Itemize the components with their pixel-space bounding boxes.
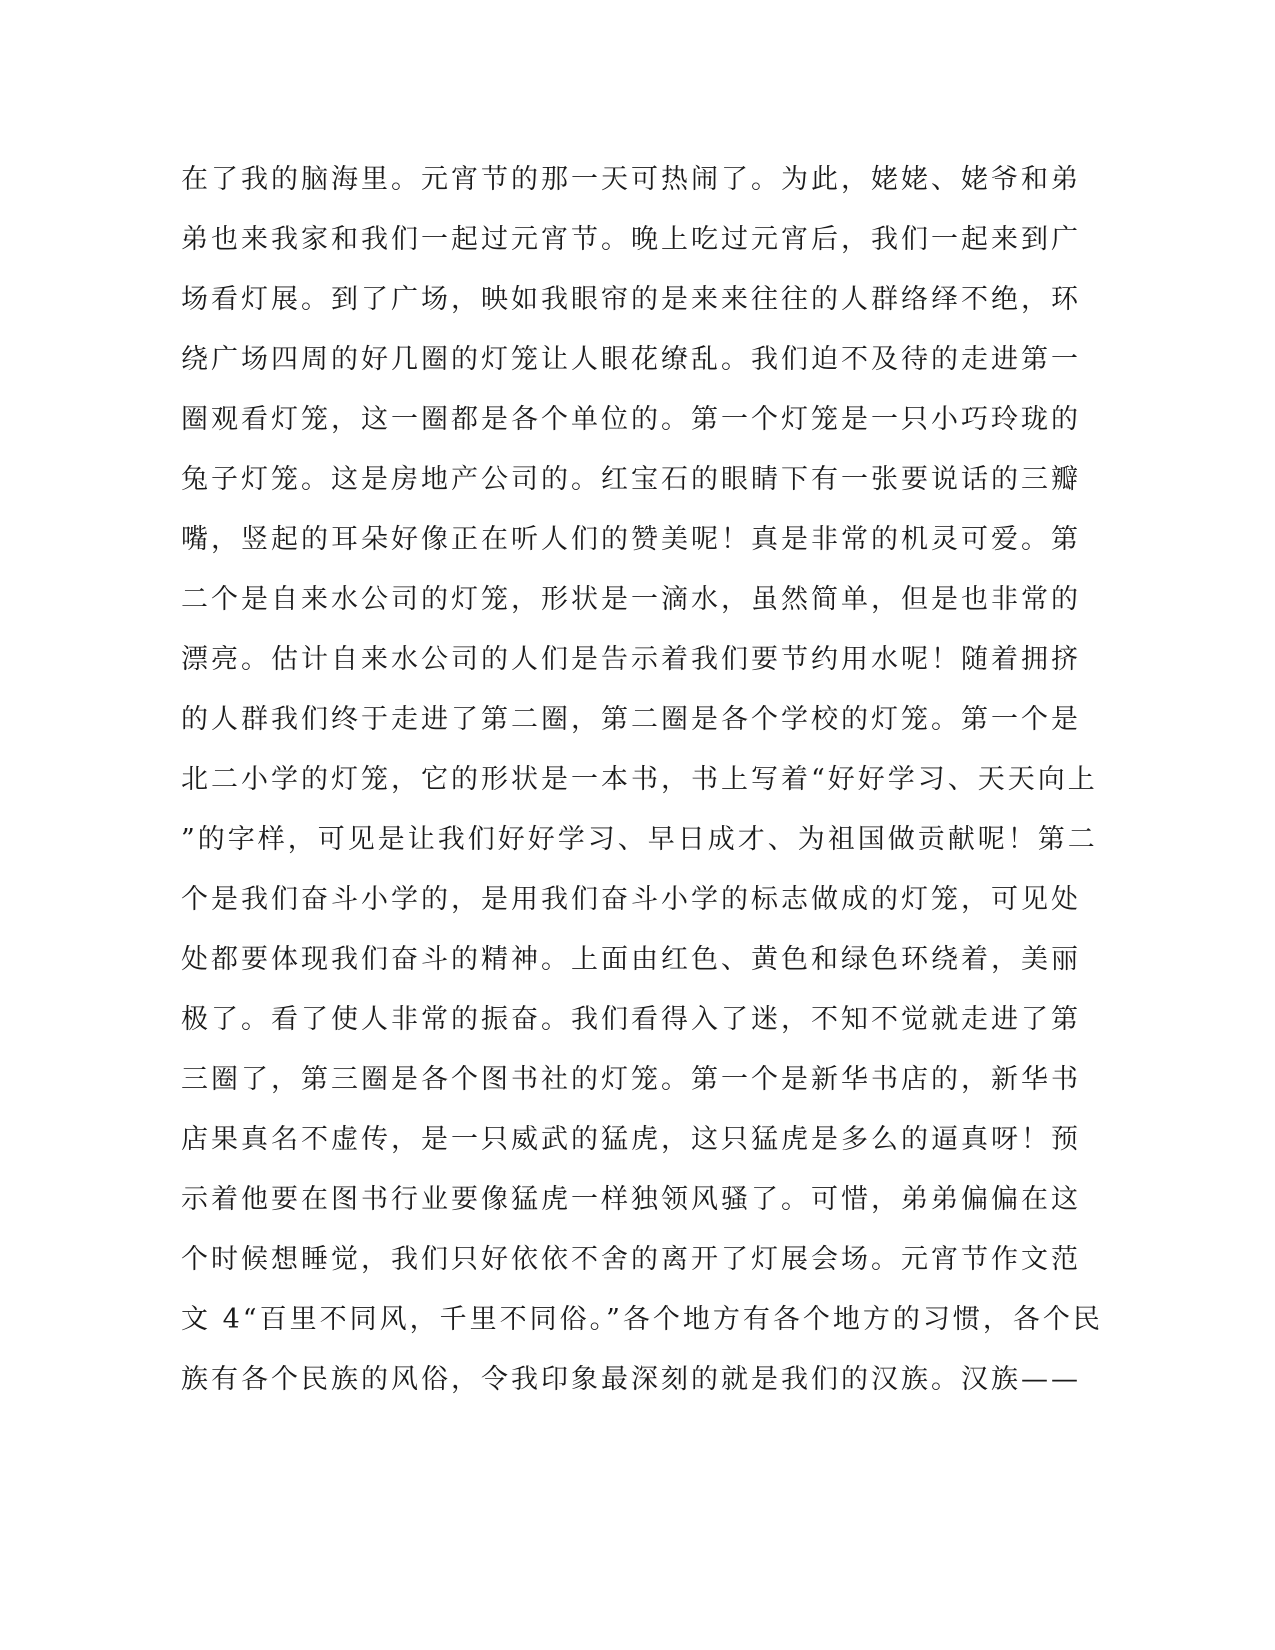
text-line: 店果真名不虚传，是一只威武的猛虎，这只猛虎是多么的逼真呀！预	[181, 1124, 1081, 1155]
text-line: 弟也来我家和我们一起过元宵节。晚上吃过元宵后，我们一起来到广	[181, 224, 1081, 255]
text-line: 的人群我们终于走进了第二圈，第二圈是各个学校的灯笼。第一个是	[181, 704, 1081, 735]
text-line: 个是我们奋斗小学的，是用我们奋斗小学的标志做成的灯笼，可见处	[181, 884, 1081, 915]
text-line: 族有各个民族的风俗，令我印象最深刻的就是我们的汉族。汉族——	[181, 1364, 1081, 1395]
text-line: 兔子灯笼。这是房地产公司的。红宝石的眼睛下有一张要说话的三瓣	[181, 464, 1081, 495]
text-line: 极了。看了使人非常的振奋。我们看得入了迷，不知不觉就走进了第	[181, 1004, 1081, 1035]
text-line: 北二小学的灯笼，它的形状是一本书，书上写着“好好学习、天天向上	[181, 764, 1098, 795]
text-line: 在了我的脑海里。元宵节的那一天可热闹了。为此，姥姥、姥爷和弟	[181, 164, 1081, 195]
text-line: ”的字样，可见是让我们好好学习、早日成才、为祖国做贡献呢！第二	[181, 824, 1098, 855]
text-line: 三圈了，第三圈是各个图书社的灯笼。第一个是新华书店的，新华书	[181, 1064, 1081, 1095]
text-line: 绕广场四周的好几圈的灯笼让人眼花缭乱。我们迫不及待的走进第一	[181, 344, 1081, 375]
text-line: 示着他要在图书行业要像猛虎一样独领风骚了。可惜，弟弟偏偏在这	[181, 1184, 1081, 1215]
text-line: 个时候想睡觉，我们只好依依不舍的离开了灯展会场。元宵节作文范	[181, 1244, 1081, 1275]
text-line: 处都要体现我们奋斗的精神。上面由红色、黄色和绿色环绕着，美丽	[181, 944, 1081, 975]
text-line: 漂亮。估计自来水公司的人们是告示着我们要节约用水呢！随着拥挤	[181, 644, 1081, 675]
text-line: 场看灯展。到了广场，映如我眼帘的是来来往往的人群络绎不绝，环	[181, 284, 1081, 315]
text-line: 圈观看灯笼，这一圈都是各个单位的。第一个灯笼是一只小巧玲珑的	[181, 404, 1081, 435]
essay-body	[181, 150, 1103, 1410]
text-line: 二个是自来水公司的灯笼，形状是一滴水，虽然简单，但是也非常的	[181, 584, 1081, 615]
text-line: 嘴，竖起的耳朵好像正在听人们的赞美呢！真是非常的机灵可爱。第	[181, 524, 1081, 555]
text-line: 文 4“百里不同风，千里不同俗。”各个地方有各个地方的习惯，各个民	[181, 1304, 1103, 1335]
